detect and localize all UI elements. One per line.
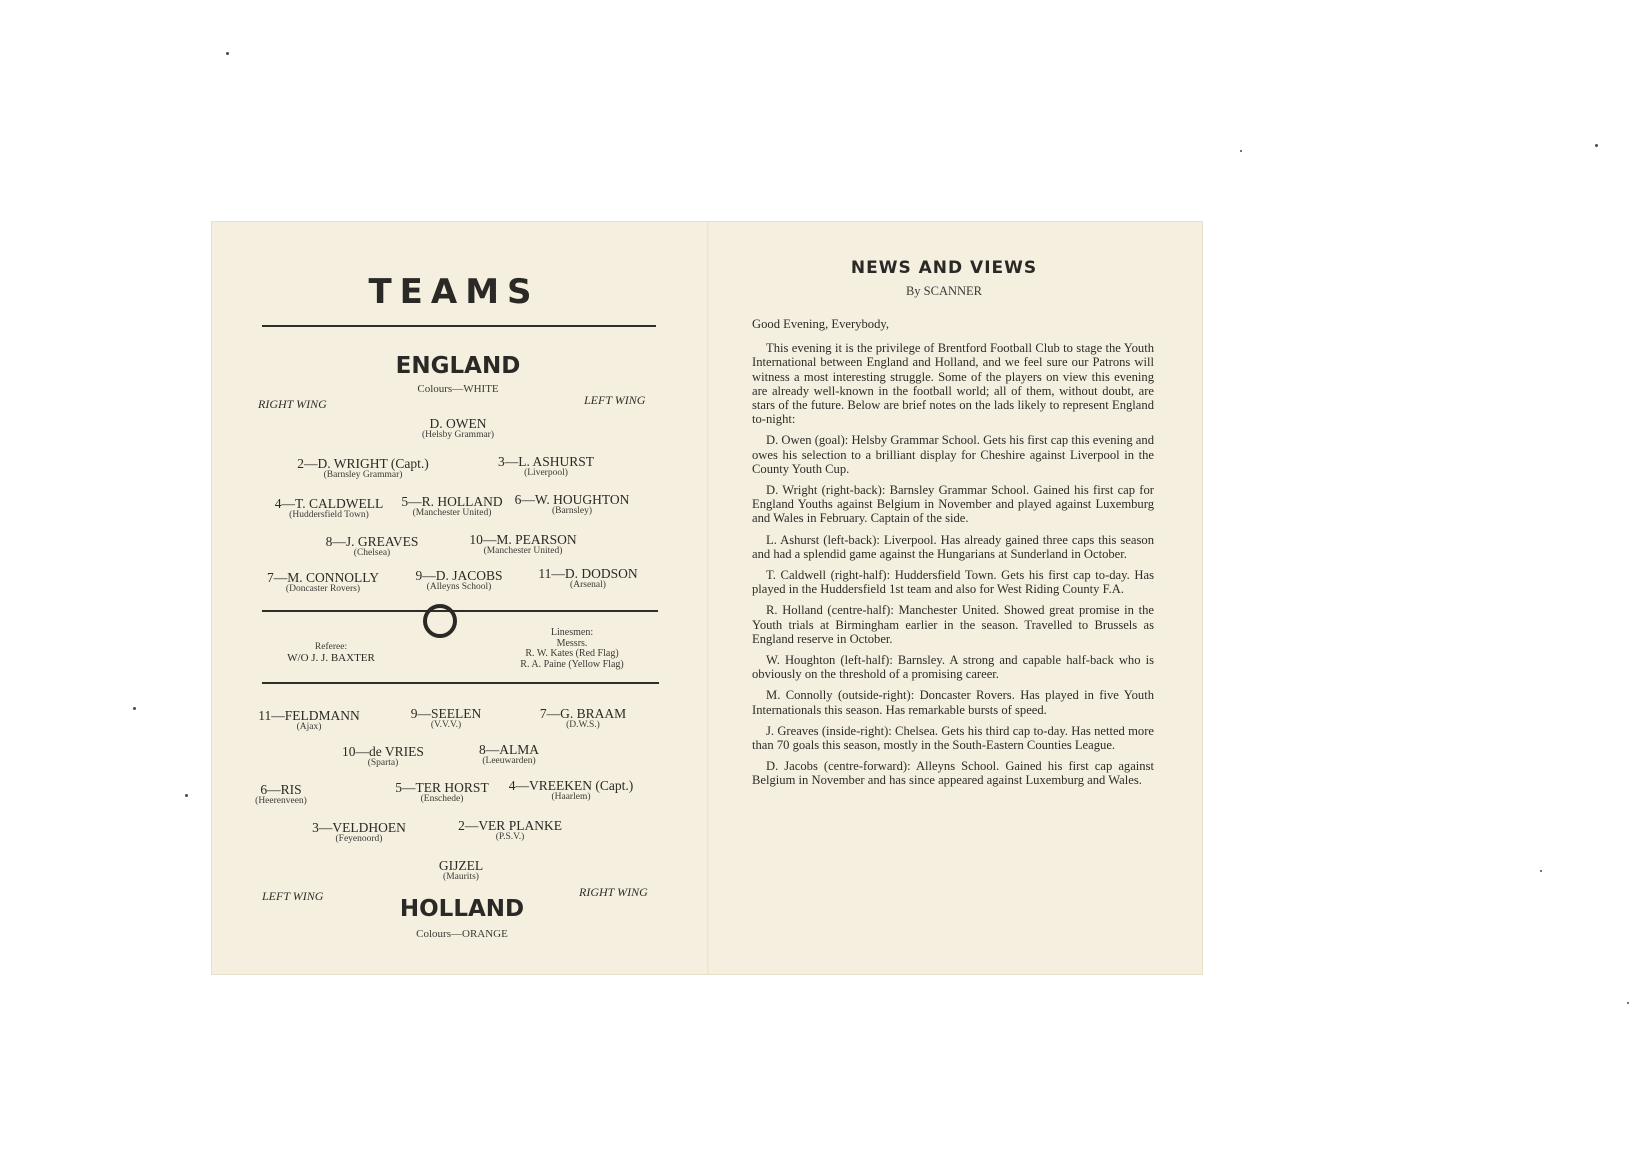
player-name: 5—R. HOLLAND (401, 494, 503, 509)
holland-player (312, 821, 406, 845)
player-club: (Ajax) (296, 722, 322, 733)
player-name: 7—M. CONNOLLY (267, 570, 379, 585)
player-name: 3—VELDHOEN (312, 820, 406, 835)
player-name: 4—T. CALDWELL (274, 496, 384, 511)
player-club: (Maurits) (443, 872, 479, 883)
centre-circle-emblem (423, 604, 457, 638)
holland-right-wing-label: RIGHT WING (579, 885, 648, 899)
player-note-houghton: W. Houghton (left-half): Barnsley. A strong and capable half-back who is obviously on the threshold of a promising career. (752, 653, 1154, 682)
player-name: 10—de VRIES (342, 744, 424, 759)
holland-player (395, 781, 488, 805)
player-club: (Sparta) (367, 758, 399, 769)
player-name: 3—L. ASHURST (497, 454, 595, 469)
player-note-connolly: M. Connolly (outside-right): Doncaster Rovers. Has played in five Youth Internationals this season. Has remarkable bursts of speed. (752, 688, 1154, 717)
holland-player (479, 743, 539, 767)
player-name: 8—J. GREAVES (325, 534, 419, 549)
linesmen-block (520, 628, 623, 670)
player-club: (Arsenal) (570, 580, 606, 591)
article-paragraph: This evening it is the privilege of Brentford Football Club to stage the Youth International between England and Holland, and we feel sure our Patrons will witness a most interesting struggle. Some of the players on view this evening are already well-known in the football world; all of them, without doubt, are stars of the future. Below are brief notes on the lads likely to represent England to-night: (752, 341, 1154, 427)
player-name: D. OWEN (429, 416, 487, 431)
player-club: (Heerenveen) (255, 796, 307, 807)
linesmen-label: Linesmen: (550, 627, 594, 638)
player-club: (Feyenoord) (335, 834, 383, 845)
player-name: 11—FELDMANN (258, 708, 360, 723)
england-player (515, 493, 630, 517)
news-article (752, 317, 1154, 795)
teams-title: TEAMS (368, 272, 540, 312)
player-club: (Manchester United) (483, 546, 563, 557)
player-name: 6—RIS (260, 782, 302, 797)
linesman-red-flag: R. W. Kates (Red Flag) (525, 648, 619, 659)
holland-heading: HOLLAND (399, 896, 525, 922)
player-club: (D.W.S.) (566, 720, 600, 731)
player-club: (Doncaster Rovers) (285, 584, 361, 595)
england-player (538, 567, 637, 591)
scan-speck (1240, 150, 1242, 152)
player-club: (Manchester United) (412, 508, 492, 519)
holland-player (439, 859, 483, 883)
holland-player (255, 783, 307, 807)
referee-label: Referee: (314, 642, 348, 652)
player-name: 4—VREEKEN (Capt.) (508, 778, 634, 793)
england-left-wing-label: LEFT WING (584, 393, 646, 407)
player-club: (P.S.V.) (495, 832, 525, 843)
teams-page (212, 222, 707, 974)
player-name: 7—G. BRAAM (539, 706, 627, 721)
scan-speck (226, 52, 229, 55)
scan-speck (133, 707, 136, 710)
player-name: 2—VER PLANKE (458, 818, 562, 833)
player-note-wright: D. Wright (right-back): Barnsley Grammar School. Gained his first cap for England Youths against Belgium in November and played against Luxemburg and Wales in February. Captain of the side. (752, 483, 1154, 526)
referee-block (287, 643, 375, 665)
greeting: Good Evening, Everybody, (752, 317, 889, 331)
player-name: 9—D. JACOBS (415, 568, 503, 583)
holland-player (258, 709, 360, 733)
player-note-jacobs: D. Jacobs (centre-forward): Alleyns School. Gained his first cap against Belgium in November and has since appeared against Luxemburg and Wales. (752, 759, 1154, 788)
news-page (709, 222, 1202, 974)
holland-left-wing-label: LEFT WING (262, 889, 324, 903)
player-name: 5—TER HORST (395, 780, 489, 795)
holland-player (342, 745, 424, 769)
holland-player (411, 707, 482, 731)
scan-speck (185, 794, 188, 797)
holland-player (540, 707, 626, 731)
player-note-greaves: J. Greaves (inside-right): Chelsea. Gets his third cap to-day. Has netted more than 70 goals this season, mostly in the South-Eastern Counties League. (752, 723, 1154, 753)
scan-speck (1627, 1002, 1629, 1004)
player-club: (Alleyns School) (426, 582, 492, 593)
player-club: (Liverpool) (524, 468, 568, 479)
holland-player (509, 779, 633, 803)
england-player (267, 571, 379, 595)
player-club: (Huddersfield Town) (289, 510, 369, 521)
programme-spread (212, 222, 1202, 974)
player-name: 10—M. PEARSON (469, 532, 577, 547)
divider-rule (262, 682, 659, 684)
england-right-wing-label: RIGHT WING (258, 397, 327, 411)
england-player (297, 457, 429, 481)
player-club: (Leeuwarden) (482, 756, 536, 767)
scan-speck (1540, 870, 1542, 872)
holland-colours: Colours—ORANGE (416, 928, 508, 940)
player-name: 2—D. WRIGHT (Capt.) (297, 456, 429, 471)
linesmen-messrs: Messrs. (556, 637, 588, 649)
news-byline: By SCANNER (905, 284, 983, 298)
player-club: (V.V.V.) (430, 720, 462, 731)
player-name: 11—D. DODSON (538, 566, 638, 581)
england-player (415, 569, 502, 593)
player-name: 9—SEELEN (410, 706, 482, 721)
title-rule (262, 325, 656, 327)
england-player (275, 497, 383, 521)
scan-speck (1595, 144, 1598, 147)
player-name: 8—ALMA (479, 742, 539, 757)
news-title: NEWS AND VIEWS (850, 258, 1038, 278)
player-name: 6—W. HOUGHTON (514, 492, 630, 507)
england-player (422, 417, 494, 441)
player-note-owen: D. Owen (goal): Helsby Grammar School. Gets his first cap this evening and owes his selection to a brilliant display for Cheshire against Liverpool in the County Youth Cup. (752, 433, 1154, 476)
player-note-holland: R. Holland (centre-half): Manchester United. Showed great promise in the Youth trials at Birmingham earlier in the season. Travelled to Brussels as England reserve in October. (752, 603, 1154, 646)
player-club: (Helsby Grammar) (421, 430, 495, 441)
england-colours: Colours—WHITE (417, 383, 499, 395)
player-name: GIJZEL (438, 858, 484, 873)
england-player (469, 533, 576, 557)
holland-player (458, 819, 562, 843)
england-player (401, 495, 502, 519)
player-club: (Chelsea) (353, 548, 391, 559)
player-club: (Barnsley Grammar) (323, 470, 403, 481)
england-player (326, 535, 419, 559)
linesman-yellow-flag: R. A. Paine (Yellow Flag) (520, 658, 624, 670)
england-heading: ENGLAND (395, 353, 521, 379)
player-note-caldwell: T. Caldwell (right-half): Huddersfield Town. Gets his first cap to-day. Has played in the Huddersfield 1st team and also for West Riding County F.A. (752, 568, 1154, 597)
divider-rule (262, 610, 658, 612)
player-club: (Enschede) (420, 794, 464, 805)
player-note-ashurst: L. Ashurst (left-back): Liverpool. Has already gained three caps this season and had a splendid game against the Hungarians at Sunderland in October. (752, 532, 1154, 561)
referee-name: W/O J. J. BAXTER (287, 651, 375, 664)
player-club: (Haarlem) (551, 792, 591, 803)
england-player (498, 455, 594, 479)
player-club: (Barnsley) (551, 506, 593, 517)
